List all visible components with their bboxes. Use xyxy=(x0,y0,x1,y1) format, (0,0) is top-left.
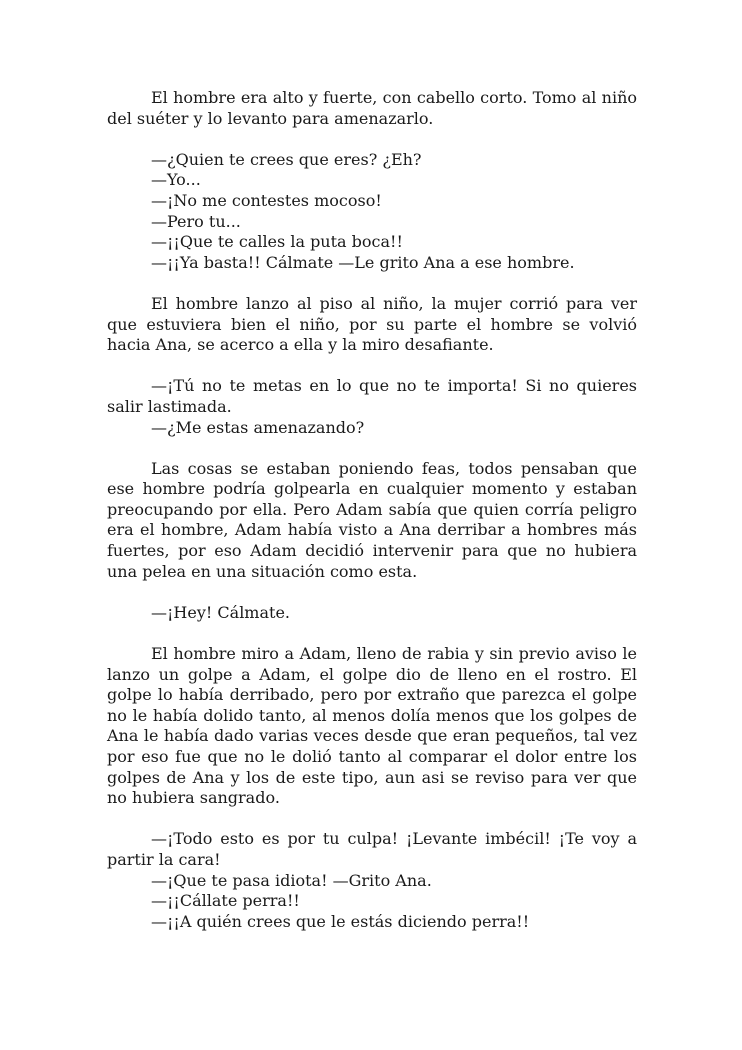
book-page xyxy=(107,88,637,932)
dialogue-line: —Yo... xyxy=(151,170,201,190)
dialogue-line: —¡Tú no te metas en lo que no te importa! Si no quieres salir lastimada. xyxy=(107,376,637,416)
paragraph-gap xyxy=(107,623,637,644)
narrative-paragraph: El hombre lanzo al piso al niño, la mujer corrió para ver que estuviera bien el niño, por su parte el hombre se volvió hacia Ana, se acerco a ella y la miro desafiante. xyxy=(107,293,637,355)
dialogue-line: —¡¡Cállate perra!! xyxy=(151,891,300,911)
narrative-paragraph: El hombre miro a Adam, lleno de rabia y sin previo aviso le lanzo un golpe a Adam, el golpe dio de lleno en el rostro. El golpe lo había derribado, pero por extraño que parezca el golpe no le había dolido tanto, al menos dolía menos que los golpes de Ana le había dado varias veces desde que eran pequeños, tal vez por eso fue que no le dolió tanto al comparar el dolor entre los golpes de Ana y los de este tipo, aun asi se reviso para ver que no hubiera sangrado. xyxy=(107,644,637,808)
dialogue-line: —¡¡Ya basta!! Cálmate —Le grito Ana a ese hombre. xyxy=(151,252,575,272)
narrative-paragraph: El hombre era alto y fuerte, con cabello corto. Tomo al niño del suéter y lo levanto para amenazarlo. xyxy=(107,88,637,128)
dialogue-line: —¿Me estas amenazando? xyxy=(151,417,365,437)
paragraph-gap xyxy=(107,438,637,459)
dialogue-line: —Pero tu... xyxy=(151,211,241,231)
dialogue-line: —¿Quien te crees que eres? ¿Eh? xyxy=(151,149,422,169)
paragraph-gap xyxy=(107,809,637,830)
paragraph-gap xyxy=(107,129,637,150)
dialogue-line: —¡Todo esto es por tu culpa! ¡Levante imbécil! ¡Te voy a partir la cara! xyxy=(107,829,637,869)
dialogue-line: —¡No me contestes mocoso! xyxy=(151,190,382,210)
paragraph-gap xyxy=(107,582,637,603)
dialogue-line: —¡¡A quién crees que le estás diciendo perra!! xyxy=(151,911,530,931)
dialogue-line: —¡Que te pasa idiota! —Grito Ana. xyxy=(151,870,432,890)
paragraph-gap xyxy=(107,273,637,294)
paragraph-gap xyxy=(107,356,637,377)
narrative-paragraph: Las cosas se estaban poniendo feas, todos pensaban que ese hombre podría golpearla en cualquier momento y estaban preocupando por ella. Pero Adam sabía que quien corría peligro era el hombre, Adam había visto a Ana derribar a hombres más fuertes, por eso Adam decidió intervenir para que no hubiera una pelea en una situación como esta. xyxy=(107,458,637,581)
dialogue-line: —¡Hey! Cálmate. xyxy=(151,602,290,622)
dialogue-line: —¡¡Que te calles la puta boca!! xyxy=(151,232,403,252)
